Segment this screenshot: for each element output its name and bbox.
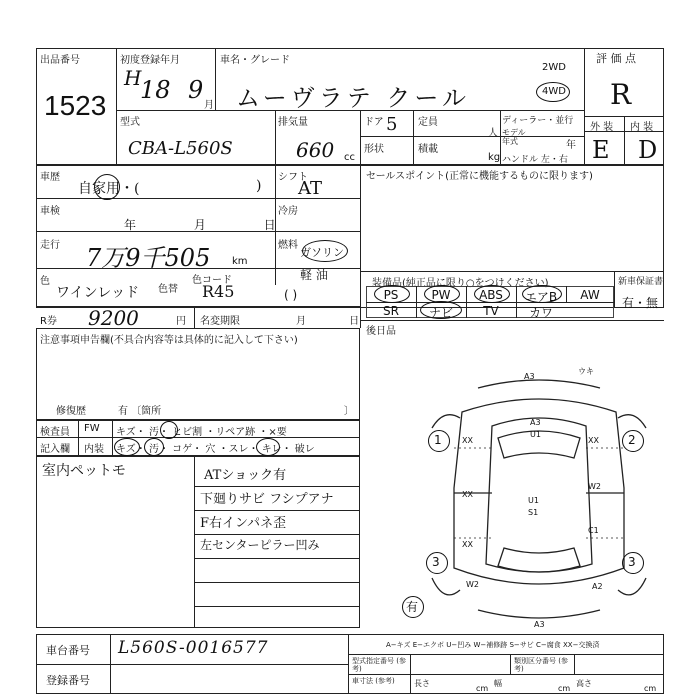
- height-label: 高さ: [576, 679, 592, 688]
- damage-types: キズ・ 汚・ ヒビ割 ・リペア跡 ・×要: [116, 427, 287, 438]
- mark-roof-a3: A3: [530, 418, 541, 427]
- category-label: 類別区分番号 (参考): [514, 657, 568, 673]
- mark-rear-left: W2: [466, 580, 479, 589]
- equip-leather: カワ: [528, 306, 553, 320]
- equip-tv: TV: [483, 304, 499, 318]
- car-name-value: ムーヴラテ クール: [236, 84, 470, 112]
- lot-number: 1523: [44, 90, 107, 121]
- wheel-num-2: 2: [628, 433, 636, 447]
- left-note: 室内ペットモ: [42, 463, 126, 479]
- equip-abs: ABS: [479, 288, 503, 302]
- deadline-value: 月 日: [296, 316, 360, 327]
- fuel-label: 燃料: [278, 240, 298, 251]
- mark-left-rear: XX: [462, 540, 473, 549]
- writer-label: 記入欄: [40, 444, 70, 455]
- interior-types: キズ・ 汚・ コゲ・ 穴 ・スレ・ キレ・ 破レ: [116, 444, 315, 455]
- registration-label: 登録番号: [46, 674, 90, 687]
- fuel-paren: ( ): [284, 288, 298, 302]
- damage-legend: A−キズ E−エクボ U−凹み W−補修跡 S−サビ C−腐食 XX−交換済: [386, 641, 600, 649]
- coupon-unit: 円: [176, 316, 186, 327]
- mark-right-c1: C1: [588, 526, 599, 535]
- circle-abs: [474, 285, 510, 303]
- right-note-4: 左センターピラー凹み: [200, 538, 320, 552]
- displacement-label: 排気量: [278, 117, 308, 128]
- mark-bottom: A3: [534, 620, 545, 629]
- color-change-label: 色替: [158, 284, 178, 295]
- lot-number-label: 出品番号: [40, 55, 80, 66]
- equip-sr: SR: [383, 304, 399, 318]
- mark-side-left: XX: [462, 490, 473, 499]
- inspector-label: 検査員: [40, 427, 70, 438]
- mileage-unit: km: [232, 256, 248, 267]
- coupon-value: 9200: [88, 306, 139, 330]
- mark-rear-right: A2: [592, 582, 603, 591]
- first-registration-label: 初度登録年月: [120, 55, 180, 66]
- equip-pw: PW: [431, 288, 451, 302]
- drive-4wd-circle: [536, 82, 570, 102]
- first-reg-year: 18: [140, 76, 171, 104]
- grade-value: R: [610, 78, 632, 111]
- car-damage-diagram: [414, 368, 664, 632]
- circle-int-scratch: [114, 438, 140, 456]
- dimensions-label: 車寸法 (参考): [352, 677, 395, 685]
- right-note-1: ATショック有: [204, 468, 287, 483]
- mark-center-s1: S1: [528, 508, 539, 517]
- chassis-label: 車台番号: [46, 644, 90, 657]
- fuel-gas-circle: [302, 240, 348, 262]
- first-reg-month: 9: [188, 76, 204, 104]
- equip-ps: PS: [383, 288, 399, 302]
- model-year-label: モデル年式: [502, 128, 526, 146]
- warranty-value: 有・無: [622, 296, 659, 310]
- mileage-label: 走行: [40, 240, 60, 251]
- coupon-label: R券: [40, 316, 57, 327]
- color-label: 色: [40, 276, 50, 287]
- mark-right-front: XX: [588, 436, 599, 445]
- interior-value: D: [638, 136, 658, 164]
- model-value: CBA-L560S: [128, 138, 233, 159]
- circle-airbag: [522, 285, 562, 303]
- right-note-3: F右インパネ歪: [200, 516, 287, 531]
- shift-label: シフト: [278, 172, 308, 183]
- exterior-label: 外 装: [590, 122, 614, 133]
- color-value: ワインレッド: [56, 285, 140, 301]
- sales-points-label: セールスポイント(正常に機能するものに限ります): [366, 171, 593, 182]
- stamp-text: 有: [406, 600, 419, 614]
- width-label: 幅: [494, 679, 502, 688]
- shape-label: 形状: [364, 144, 384, 155]
- circle-int-stain: [144, 438, 164, 456]
- equip-aw: AW: [580, 288, 600, 302]
- remarks-label: 注意事項申告欄(不具合内容等は具体的に記入して下さい): [40, 335, 298, 346]
- history-value: 自家用・(: [78, 181, 140, 197]
- first-reg-month-unit: 月: [204, 100, 214, 111]
- model-label: 型式: [120, 117, 140, 128]
- width-unit: cm: [558, 684, 571, 693]
- interior-check-label: 内装: [84, 444, 104, 455]
- equipment-label: 装備品(純正品に限り○をつけください): [372, 278, 549, 289]
- chassis-value: L560S-0016577: [118, 638, 269, 658]
- color-code-value: R45: [202, 282, 235, 301]
- later-items-label: 後日品: [366, 326, 396, 337]
- equip-navi: ナビ: [428, 306, 453, 320]
- door-label: ドア: [364, 117, 384, 128]
- circle-int-rub: [256, 438, 280, 456]
- shift-value: AT: [298, 178, 323, 199]
- height-unit: cm: [644, 684, 657, 693]
- wheel-num-3: 3: [432, 555, 440, 569]
- circle-navi: [420, 301, 462, 319]
- handle-label: ハンドル 左・右: [502, 155, 568, 165]
- history-close: ): [256, 178, 262, 194]
- capacity-label: 定員: [418, 117, 438, 128]
- load-unit: kg: [488, 152, 501, 163]
- displacement-unit: cc: [344, 152, 355, 163]
- grade-label: 評 価 点: [596, 52, 636, 65]
- length-unit: cm: [476, 684, 489, 693]
- circle-ps: [374, 285, 410, 303]
- equip-airbag: エアB: [524, 290, 558, 304]
- first-reg-era: H: [124, 66, 142, 90]
- mark-roof-u1: U1: [530, 430, 541, 439]
- color-code-label: 色コード: [192, 275, 232, 286]
- interior-label: 内 装: [630, 122, 654, 133]
- fw-label: FW: [84, 423, 100, 434]
- model-year-value: 年: [566, 140, 576, 151]
- model-designation-label: 型式指定番号 (参考): [352, 657, 406, 673]
- private-use-circle: [94, 174, 120, 200]
- circle-stain: [160, 421, 178, 439]
- repair-label: 修復歴: [56, 406, 86, 417]
- dealer-label: ディーラー・並行: [502, 116, 574, 126]
- inspection-value: 年 月 日: [124, 218, 276, 232]
- wheel-num-1: 1: [434, 433, 442, 447]
- capacity-unit: 人: [488, 128, 498, 139]
- warranty-label: 新車保証書: [618, 277, 664, 287]
- deadline-label: 名変期限: [200, 316, 240, 327]
- drive-2wd: 2WD: [542, 62, 566, 73]
- mark-top: A3: [524, 372, 535, 381]
- door-value: 5: [386, 114, 398, 135]
- exterior-value: E: [592, 136, 610, 164]
- repair-value: 有 〔箇所: [118, 406, 162, 417]
- mark-top-right: ウキ: [578, 367, 594, 376]
- history-label: 車歴: [40, 172, 60, 183]
- car-name-label: 車名・グレード: [220, 55, 290, 66]
- mileage-value: 7万9千505: [86, 244, 211, 272]
- ac-label: 冷房: [278, 206, 298, 217]
- mark-right-w2: W2: [588, 482, 601, 491]
- wheel-num-4: 3: [628, 555, 636, 569]
- repair-close: 〕: [344, 406, 354, 417]
- displacement-value: 660: [296, 138, 335, 162]
- fuel-light: 軽 油: [300, 268, 328, 282]
- length-label: 長さ: [414, 679, 430, 688]
- inspection-label: 車検: [40, 206, 60, 217]
- right-note-2: 下廻りサビ フシプアナ: [200, 492, 334, 507]
- mark-left-front: XX: [462, 436, 473, 445]
- mark-center-u1: U1: [528, 496, 539, 505]
- drive-4wd: 4WD: [542, 86, 566, 97]
- fuel-gas: ガソリン: [300, 246, 344, 259]
- load-label: 積載: [418, 144, 438, 155]
